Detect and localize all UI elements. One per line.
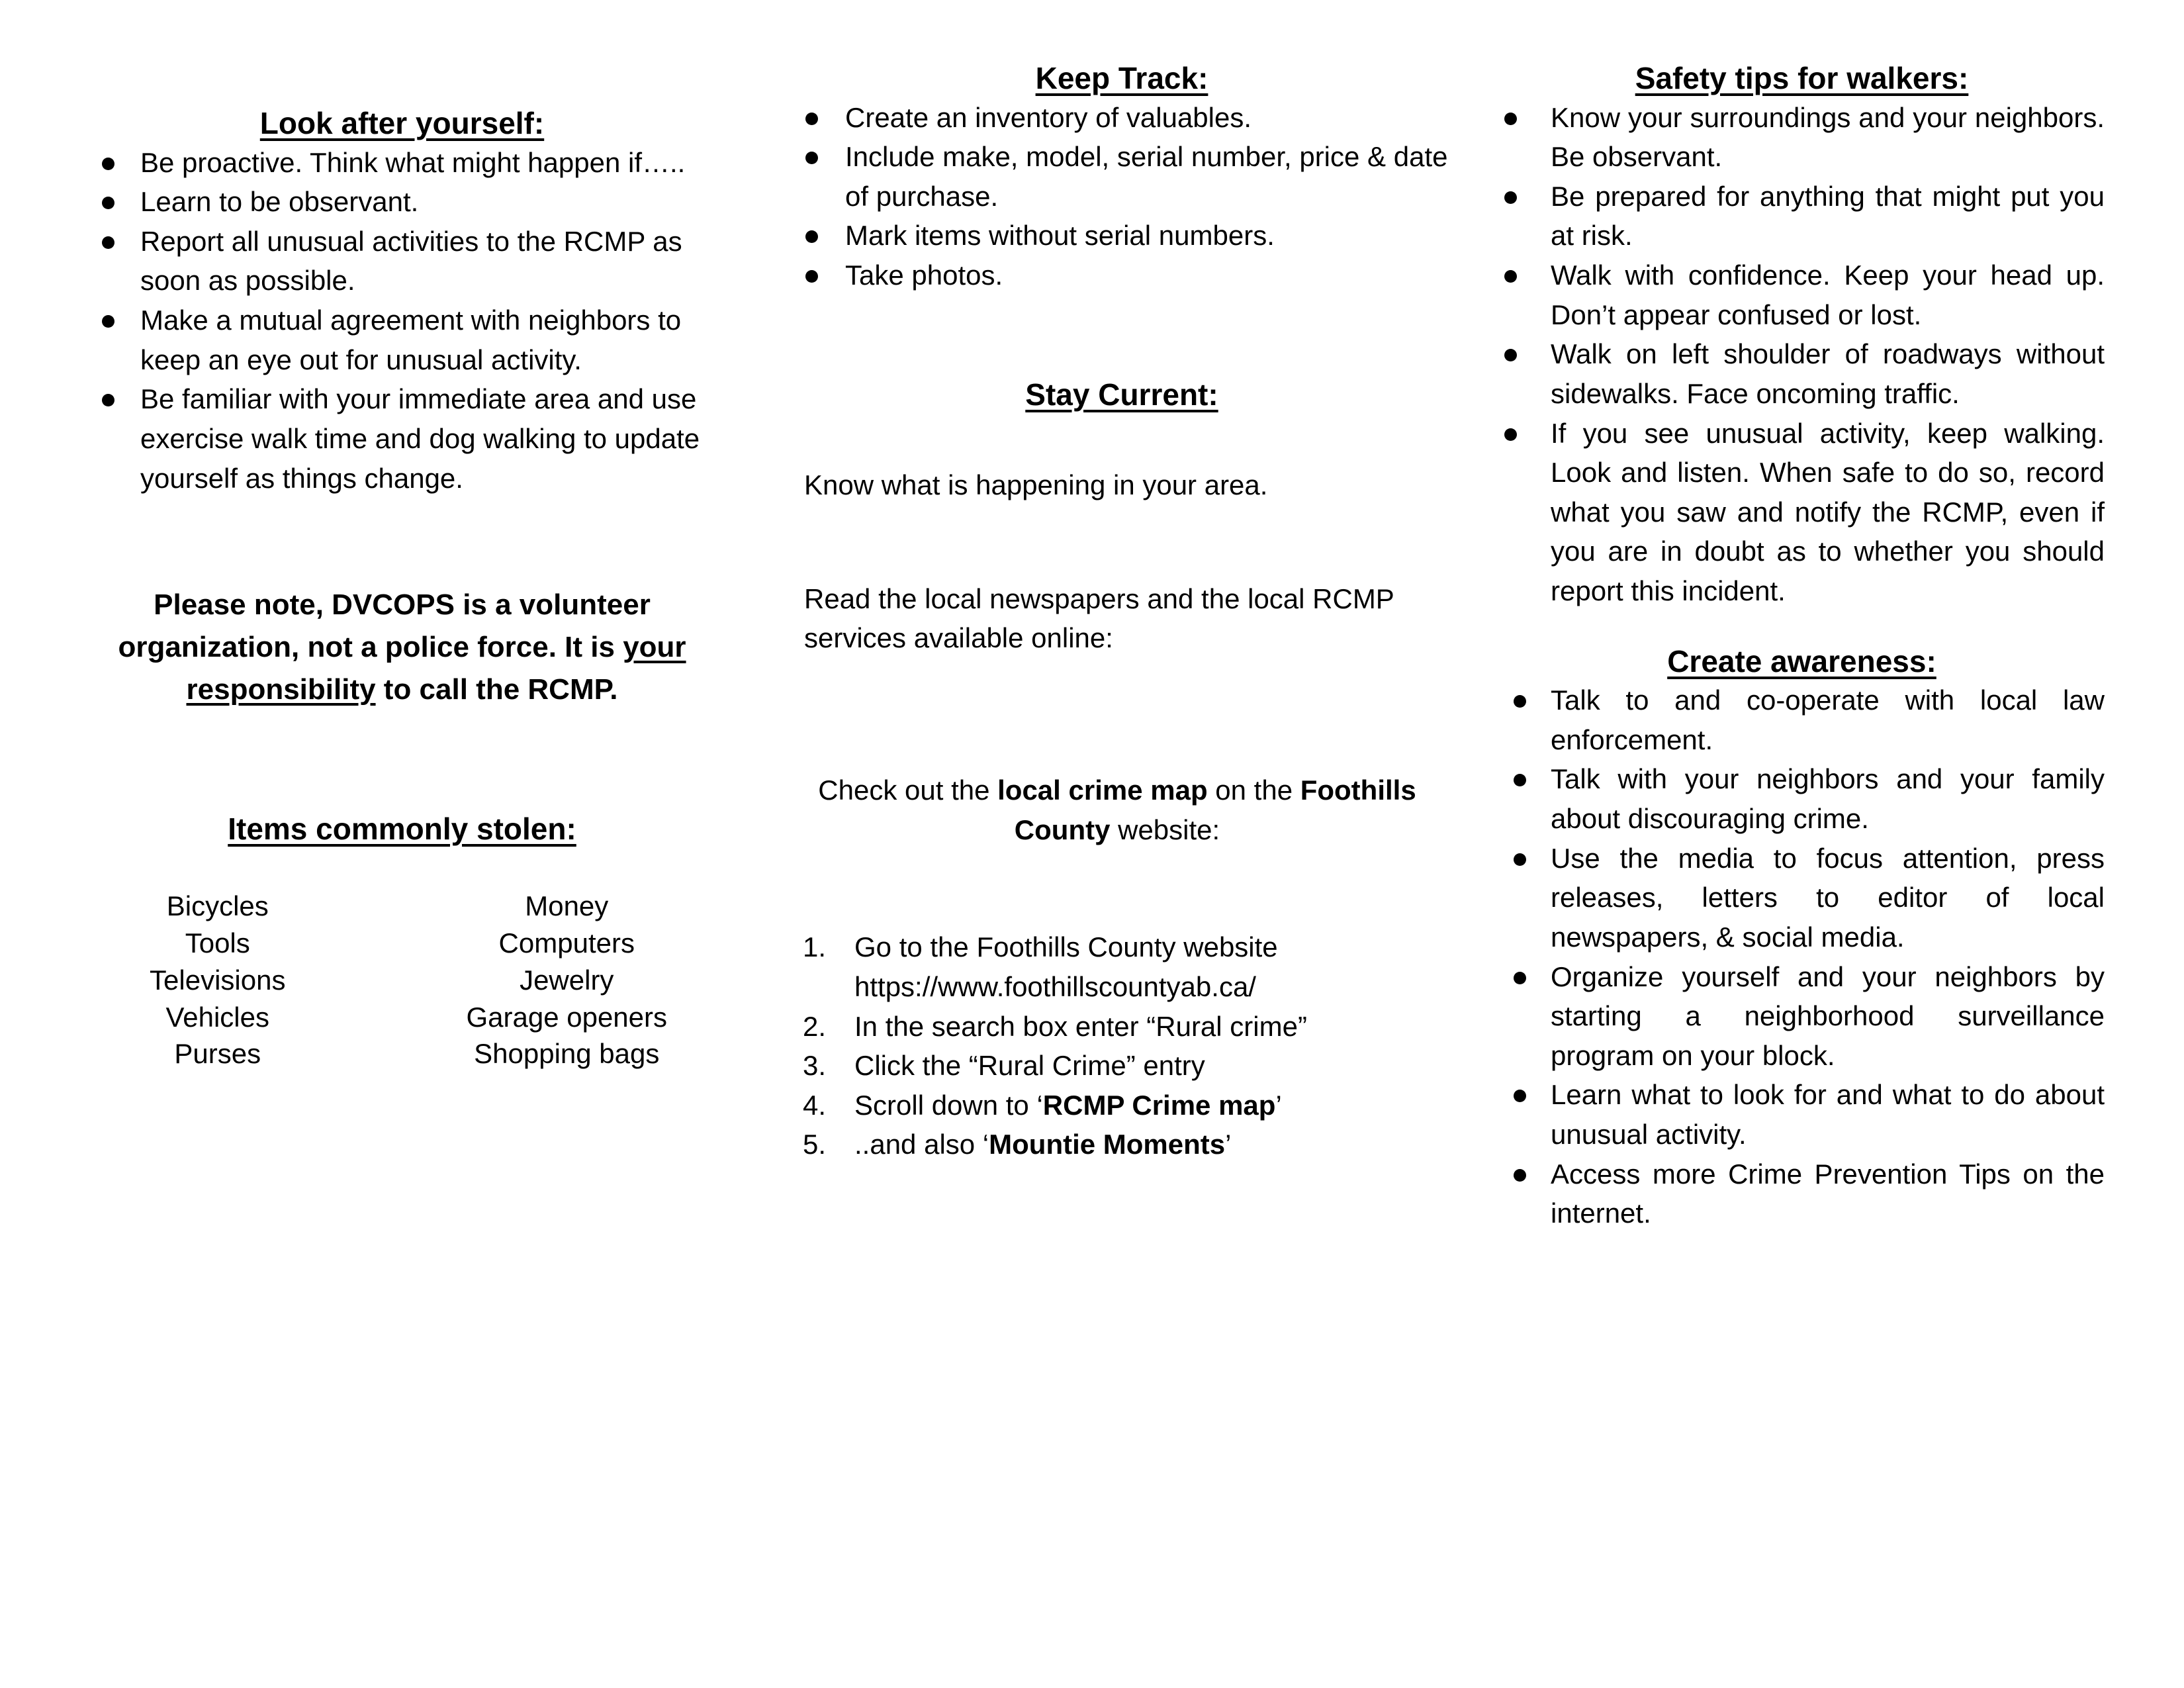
step-item: [784, 1125, 1459, 1164]
step-number: 5.: [803, 1129, 827, 1160]
foothills-county-label: Foothills County: [1014, 774, 1416, 845]
rcmp-crime-map-label: RCMP Crime map: [1042, 1089, 1276, 1121]
step-number: 2.: [803, 1010, 827, 1042]
bullet-dot-icon: [1504, 191, 1517, 204]
list-item: [1499, 334, 2105, 413]
safety-tips-list: [1499, 98, 2105, 611]
list-item: [79, 182, 725, 222]
bullet-dot-icon: [102, 315, 114, 328]
list-item: [79, 143, 725, 183]
heading-items-commonly-stolen: Items commonly stolen:: [228, 811, 576, 846]
list-item: [1499, 98, 2105, 177]
bullet-dot-icon: [1514, 853, 1526, 866]
list-item: [784, 137, 1459, 216]
list-item: [79, 379, 725, 498]
mountie-moments-label: Mountie Moments: [989, 1129, 1226, 1160]
bullet-dot-icon: [805, 270, 818, 283]
dvcops-note-block: [79, 584, 725, 710]
step-text: Click the “Rural Crime” entry: [854, 1050, 1205, 1082]
bullet-dot-icon: [805, 152, 818, 164]
heading-safety-tips-for-walkers: Safety tips for walkers:: [1635, 61, 1969, 95]
step-number: 1.: [803, 931, 827, 963]
list-item-text: Mark items without serial numbers.: [845, 220, 1275, 252]
dvcops-note: [79, 584, 725, 710]
list-item-text: Learn what to look for and what to do about unusual activity.: [1551, 1079, 2105, 1150]
stolen-item-left: Televisions: [150, 964, 286, 996]
check-part-1: Check out the: [818, 774, 998, 806]
list-item: [1499, 759, 2105, 838]
step-text: ..and also ‘: [854, 1129, 989, 1160]
bullet-dot-icon: [1514, 1090, 1526, 1102]
list-item-text: Take photos.: [845, 259, 1003, 291]
foothills-county-url[interactable]: https://www.foothillscountyab.ca/: [854, 970, 1256, 1002]
list-item: [1499, 414, 2105, 611]
stolen-item-right: Garage openers: [466, 1001, 668, 1033]
bullet-dot-icon: [102, 394, 114, 406]
list-item: [1499, 1154, 2105, 1233]
list-item-text: Create an inventory of valuables.: [845, 101, 1252, 133]
note-underlined: your responsibility: [186, 630, 686, 706]
local-crime-map-label: local crime map: [997, 774, 1208, 806]
stolen-items-table: [79, 888, 725, 1072]
list-item-text: Organize yourself and your neighbors by starting a neighborhood surveillance program on your block.: [1551, 961, 2105, 1071]
bullet-dot-icon: [1514, 774, 1526, 786]
list-item-text: Be prepared for anything that might put you at risk.: [1551, 180, 2105, 252]
list-item-text: Make a mutual agreement with neighbors to keep an eye out for unusual activity.: [140, 305, 682, 375]
heading-create-awareness: Create awareness:: [1667, 643, 1936, 679]
step-suffix: ’: [1225, 1129, 1232, 1160]
list-item: [1499, 177, 2105, 256]
list-item-text: Use the media to focus attention, press releases, letters to editor of local newspapers, & social media.: [1551, 842, 2105, 953]
list-item-text: Learn to be observant.: [140, 186, 419, 218]
list-item: [1499, 839, 2105, 957]
list-item: [1499, 680, 2105, 759]
note-part-2: to call the RCMP.: [375, 673, 618, 706]
list-item: [79, 222, 725, 301]
list-item: [1499, 256, 2105, 334]
list-item: [784, 256, 1459, 295]
list-item-text: Access more Crime Prevention Tips on the internet.: [1551, 1158, 2105, 1229]
stolen-item-left: Tools: [185, 927, 250, 959]
stolen-item-left: Vehicles: [165, 1001, 269, 1033]
look-after-yourself-list: [79, 143, 725, 498]
bullet-dot-icon: [102, 197, 114, 209]
crime-map-steps-list: [784, 927, 1459, 1164]
bullet-dot-icon: [1514, 972, 1526, 984]
left-column: [0, 60, 764, 1072]
list-item-text: If you see unusual activity, keep walking. Look and listen. When safe to do so, record what you saw and notify the RCMP, even if you are in doubt as to whether you should report this incident.: [1551, 417, 2105, 606]
step-text: Scroll down to ‘: [854, 1089, 1043, 1121]
bullet-dot-icon: [1504, 113, 1517, 125]
check-part-3: website:: [1110, 814, 1220, 845]
step-suffix: ’: [1275, 1089, 1282, 1121]
stay-current-paragraph-1: Know what is happening in your area.: [804, 469, 1268, 501]
stolen-item-right: Shopping bags: [474, 1038, 660, 1070]
step-number: 3.: [803, 1050, 827, 1082]
step-item: [784, 1086, 1459, 1125]
note-part-1: Please note, DVCOPS is a volunteer organization, not a police force. It is: [118, 588, 651, 663]
bullet-dot-icon: [805, 113, 818, 125]
step-item: [784, 1046, 1459, 1086]
list-item: [1499, 957, 2105, 1076]
bullet-dot-icon: [1504, 349, 1517, 361]
step-text: Go to the Foothills County website: [854, 931, 1278, 963]
step-text: In the search box enter “Rural crime”: [854, 1010, 1307, 1042]
list-item-text: Talk to and co-operate with local law enforcement.: [1551, 684, 2105, 755]
step-number: 4.: [803, 1089, 827, 1121]
bullet-dot-icon: [1514, 1169, 1526, 1182]
list-item-text: Walk on left shoulder of roadways without sidewalks. Face oncoming traffic.: [1551, 338, 2105, 409]
list-item-text: Walk with confidence. Keep your head up. Don’t appear confused or lost.: [1551, 259, 2105, 330]
bullet-dot-icon: [1504, 428, 1517, 441]
list-item: [784, 98, 1459, 138]
heading-look-after-yourself: Look after yourself:: [259, 106, 545, 140]
keep-track-list: [784, 98, 1459, 295]
heading-keep-track: Keep Track:: [1035, 61, 1208, 95]
bullet-dot-icon: [805, 230, 818, 243]
right-column: [1499, 60, 2184, 1233]
list-item-text: Include make, model, serial number, price & date of purchase.: [845, 141, 1448, 212]
list-item: [79, 301, 725, 379]
bullet-dot-icon: [102, 158, 114, 170]
list-item: [1499, 1075, 2105, 1154]
stolen-item-right: Jewelry: [520, 964, 614, 996]
stolen-item-right: Money: [525, 890, 609, 922]
list-item-text: Report all unusual activities to the RCMP as soon as possible.: [140, 225, 682, 297]
list-item-text: Know your surroundings and your neighbors. Be observant.: [1551, 101, 2105, 173]
middle-column: [764, 60, 1499, 1164]
step-item: [784, 1007, 1459, 1047]
stolen-item-right: Computers: [498, 927, 635, 959]
bullet-dot-icon: [102, 236, 114, 249]
stolen-item-left: Purses: [174, 1038, 261, 1070]
create-awareness-list: [1499, 680, 2105, 1233]
check-part-2: on the: [1207, 774, 1300, 806]
stay-current-paragraph-2: Read the local newspapers and the local RCMP services available online:: [804, 583, 1394, 654]
stolen-item-left: Bicycles: [166, 890, 269, 922]
bullet-dot-icon: [1504, 270, 1517, 283]
bullet-dot-icon: [1514, 695, 1526, 708]
list-item: [784, 216, 1459, 256]
list-item-text: Be proactive. Think what might happen if…..: [140, 146, 686, 178]
list-item-text: Be familiar with your immediate area and use exercise walk time and dog walking to update yourself as things change.: [140, 383, 700, 494]
step-item: [784, 927, 1459, 1006]
check-crime-map-paragraph: [784, 771, 1459, 849]
list-item-text: Talk with your neighbors and your family about discouraging crime.: [1551, 763, 2105, 834]
heading-stay-current: Stay Current:: [1025, 377, 1218, 412]
